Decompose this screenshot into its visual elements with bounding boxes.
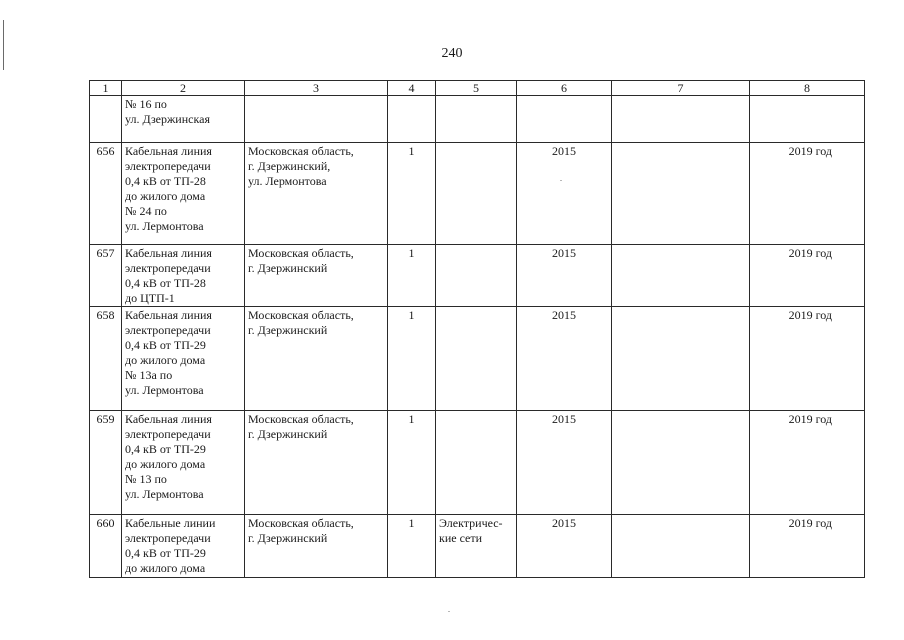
owner-cell	[436, 307, 517, 411]
owner-cell	[436, 411, 517, 515]
scan-edge-line	[3, 20, 4, 70]
cell-text-line: ул. Лермонтова	[125, 383, 204, 397]
year-cell: 2015	[517, 411, 612, 515]
cell-text-line: до ЦТП-1	[125, 291, 175, 305]
cell-text-line: 0,4 кВ от ТП-29	[125, 442, 206, 456]
term-cell	[750, 96, 865, 143]
table-body	[90, 96, 865, 578]
cell-text-line: Кабельная линия	[125, 412, 212, 426]
quantity-cell: 1	[388, 515, 436, 578]
object-name-cell	[122, 411, 245, 515]
object-name-cell	[122, 307, 245, 411]
cell-text-line: Московская область,	[248, 516, 354, 530]
table-row	[90, 245, 865, 307]
location-cell	[245, 245, 388, 307]
cell-text-line: до жилого дома	[125, 189, 206, 203]
header-row	[90, 81, 865, 96]
cell-text-line: г. Дзержинский	[248, 323, 328, 337]
cell-text-line: до жилого дома	[125, 457, 206, 471]
column7-cell	[612, 411, 750, 515]
cell-text-line: г. Дзержинский,	[248, 159, 331, 173]
year-cell: 2015	[517, 143, 612, 245]
table-row	[90, 143, 865, 245]
cell-text-line: № 16 по	[125, 97, 167, 111]
quantity-cell: 1	[388, 245, 436, 307]
cell-text-line: электропередачи	[125, 531, 211, 545]
term-cell: 2019 год	[750, 307, 865, 411]
row-number-cell: 656	[90, 143, 122, 245]
owner-cell	[436, 245, 517, 307]
cell-text-line: Московская область,	[248, 246, 354, 260]
cell-text-line: Кабельная линия	[125, 144, 212, 158]
column7-cell	[612, 96, 750, 143]
term-cell: 2019 год	[750, 143, 865, 245]
header-cell: 6	[517, 81, 612, 96]
cell-text-line: ул. Лермонтова	[125, 219, 204, 233]
cell-text-line: г. Дзержинский	[248, 427, 328, 441]
row-number-cell: 660	[90, 515, 122, 578]
cell-text-line: ул. Лермонтова	[248, 174, 327, 188]
table-row	[90, 515, 865, 578]
cell-text-line: до жилого дома	[125, 561, 206, 575]
cell-text-line: Московская область,	[248, 412, 354, 426]
cell-text-line: Кабельная линия	[125, 308, 212, 322]
table-row	[90, 96, 865, 143]
location-cell	[245, 307, 388, 411]
year-cell: 2015	[517, 245, 612, 307]
cell-text-line: 0,4 кВ от ТП-28	[125, 276, 206, 290]
header-cell: 2	[122, 81, 245, 96]
table-row	[90, 307, 865, 411]
location-cell	[245, 515, 388, 578]
header-cell: 5	[436, 81, 517, 96]
term-cell: 2019 год	[750, 245, 865, 307]
cell-text-line: электропередачи	[125, 159, 211, 173]
header-cell: 1	[90, 81, 122, 96]
registry-table	[89, 80, 865, 578]
cell-text-line: ул. Дзержинская	[125, 112, 210, 126]
row-number-cell: 658	[90, 307, 122, 411]
scan-speck	[560, 180, 562, 181]
location-cell	[245, 411, 388, 515]
quantity-cell	[388, 96, 436, 143]
cell-text-line: 0,4 кВ от ТП-29	[125, 546, 206, 560]
cell-text-line: № 13а по	[125, 368, 173, 382]
cell-text-line: ул. Лермонтова	[125, 487, 204, 501]
cell-text-line: Московская область,	[248, 308, 354, 322]
year-cell	[517, 96, 612, 143]
row-number-cell	[90, 96, 122, 143]
cell-text-line: Кабельные линии	[125, 516, 216, 530]
cell-text-line: 0,4 кВ от ТП-28	[125, 174, 206, 188]
object-name-cell	[122, 515, 245, 578]
cell-text-line: кие сети	[439, 531, 483, 545]
cell-text-line: до жилого дома	[125, 353, 206, 367]
quantity-cell: 1	[388, 411, 436, 515]
quantity-cell: 1	[388, 307, 436, 411]
year-cell: 2015	[517, 515, 612, 578]
cell-text-line: г. Дзержинский	[248, 261, 328, 275]
row-number-cell: 657	[90, 245, 122, 307]
location-cell	[245, 143, 388, 245]
header-cell: 4	[388, 81, 436, 96]
cell-text-line: электропередачи	[125, 261, 211, 275]
cell-text-line: Электричес-	[439, 516, 503, 530]
quantity-cell: 1	[388, 143, 436, 245]
object-name-cell	[122, 96, 245, 143]
term-cell: 2019 год	[750, 411, 865, 515]
scan-speck	[448, 611, 450, 612]
header-cell: 3	[245, 81, 388, 96]
cell-text-line: № 24 по	[125, 204, 167, 218]
owner-cell	[436, 515, 517, 578]
column7-cell	[612, 245, 750, 307]
owner-cell	[436, 96, 517, 143]
cell-text-line: Московская область,	[248, 144, 354, 158]
column7-cell	[612, 307, 750, 411]
term-cell: 2019 год	[750, 515, 865, 578]
header-cell: 8	[750, 81, 865, 96]
year-cell: 2015	[517, 307, 612, 411]
row-number-cell: 659	[90, 411, 122, 515]
cell-text-line: Кабельная линия	[125, 246, 212, 260]
object-name-cell	[122, 245, 245, 307]
object-name-cell	[122, 143, 245, 245]
cell-text-line: 0,4 кВ от ТП-29	[125, 338, 206, 352]
cell-text-line: № 13 по	[125, 472, 167, 486]
column7-cell	[612, 143, 750, 245]
table-row	[90, 411, 865, 515]
cell-text-line: электропередачи	[125, 427, 211, 441]
cell-text-line: г. Дзержинский	[248, 531, 328, 545]
column7-cell	[612, 515, 750, 578]
header-cell: 7	[612, 81, 750, 96]
location-cell	[245, 96, 388, 143]
page-number: 240	[441, 46, 463, 61]
owner-cell	[436, 143, 517, 245]
cell-text-line: электропередачи	[125, 323, 211, 337]
